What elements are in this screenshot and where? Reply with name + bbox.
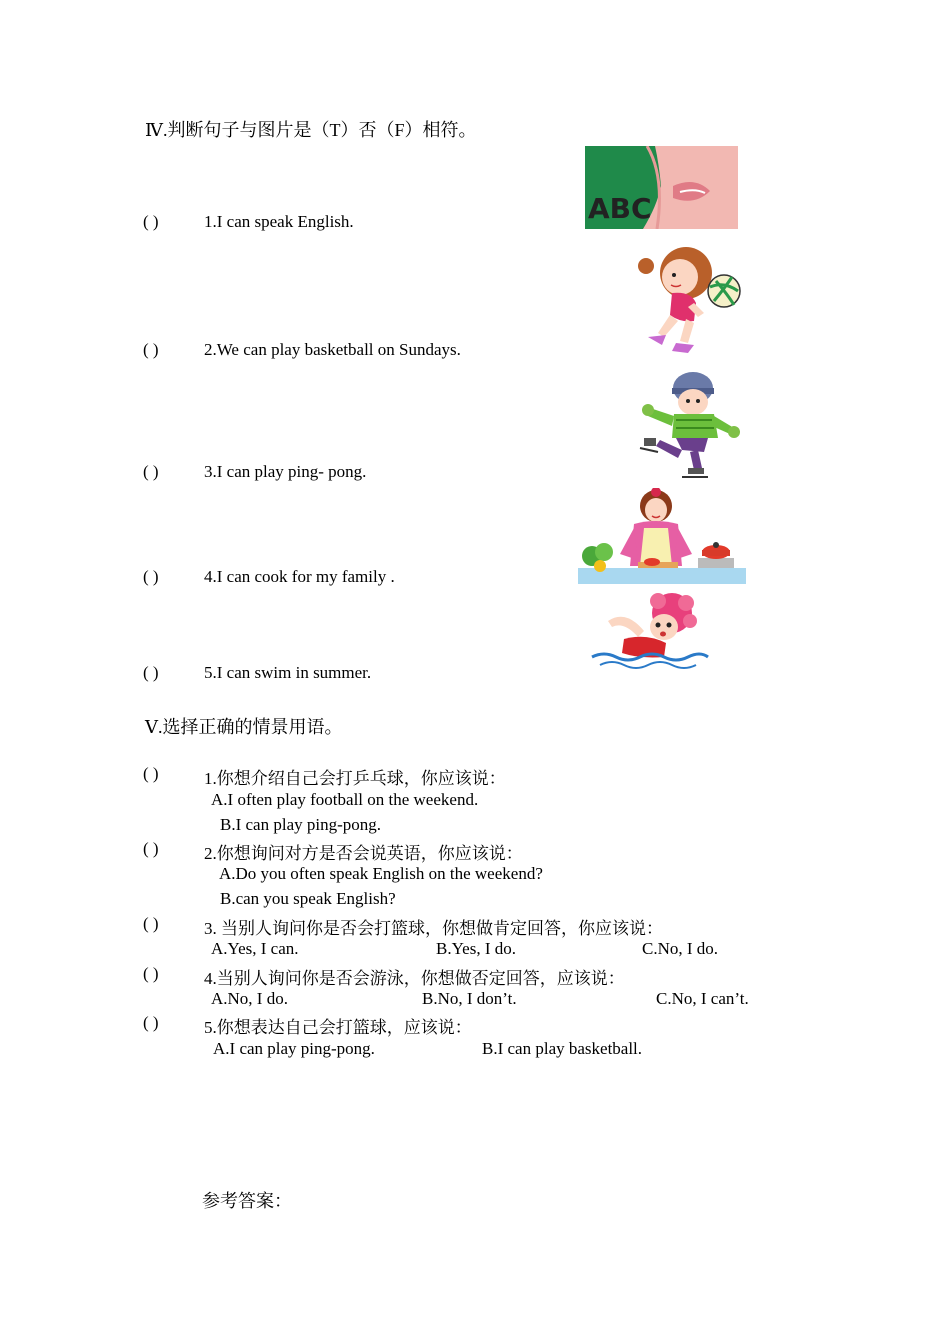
woman-cooking-picture xyxy=(578,488,746,584)
answer-blank[interactable]: ( ) xyxy=(143,340,159,359)
statement-1: 1.I can speak English. xyxy=(204,212,354,231)
option-5a: A.I can play ping-pong. xyxy=(213,1039,375,1058)
option-1b: B.I can play ping-pong. xyxy=(220,815,381,834)
answer-blank[interactable]: ( ) xyxy=(143,914,159,933)
section-4-heading: Ⅳ.判断句子与图片是（T）否（F）相符。 xyxy=(145,120,477,140)
option-1a: A.I often play football on the weekend. xyxy=(211,790,479,809)
option-4a: A.No, I do. xyxy=(211,989,288,1008)
girl-swimming-picture xyxy=(590,591,710,675)
answer-blank[interactable]: ( ) xyxy=(143,764,159,783)
statement-3: 3.I can play ping- pong. xyxy=(204,462,367,481)
option-4c: C.No, I can’t. xyxy=(656,989,749,1008)
answer-blank[interactable]: ( ) xyxy=(143,964,159,983)
answer-blank[interactable]: ( ) xyxy=(143,663,159,682)
girl-volleyball-picture xyxy=(636,241,744,359)
answer-blank[interactable]: ( ) xyxy=(143,1013,159,1032)
answer-blank[interactable]: ( ) xyxy=(143,567,159,586)
question-3: 3. 当别人询问你是否会打篮球，你想做肯定回答，你应该说： xyxy=(204,919,663,938)
option-5b: B.I can play basketball. xyxy=(482,1039,643,1058)
answer-blank[interactable]: ( ) xyxy=(143,212,159,231)
option-3b: B.Yes, I do. xyxy=(436,939,516,958)
section-5-heading: Ⅴ.选择正确的情景用语。 xyxy=(145,717,343,737)
statement-2: 2.We can play basketball on Sundays. xyxy=(204,340,461,359)
boy-ice-skating-picture xyxy=(638,370,742,480)
question-2: 2.你想询问对方是否会说英语，你应该说： xyxy=(204,844,523,863)
statement-5: 5.I can swim in summer. xyxy=(204,663,372,682)
abc-mouth-picture xyxy=(585,146,738,229)
question-4: 4.当别人询问你是否会游泳，你想做否定回答，应该说： xyxy=(204,969,625,988)
question-1: 1.你想介绍自己会打乒乓球，你应该说： xyxy=(204,769,506,788)
question-5: 5.你想表达自己会打篮球，应该说： xyxy=(204,1018,472,1037)
abc-letters: ABC xyxy=(588,192,652,225)
answer-blank[interactable]: ( ) xyxy=(143,462,159,481)
statement-4: 4.I can cook for my family . xyxy=(204,567,395,586)
option-3c: C.No, I do. xyxy=(642,939,719,958)
option-2b: B.can you speak English? xyxy=(220,889,396,908)
answers-heading: 参考答案： xyxy=(202,1191,292,1211)
option-3a: A.Yes, I can. xyxy=(211,939,299,958)
option-4b: B.No, I don’t. xyxy=(422,989,517,1008)
answer-blank[interactable]: ( ) xyxy=(143,839,159,858)
option-2a: A.Do you often speak English on the weekend? xyxy=(219,864,543,883)
